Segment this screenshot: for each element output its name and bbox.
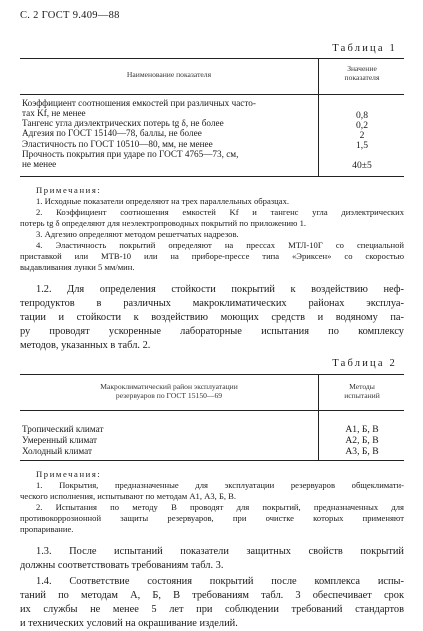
para-1-3-line2: должны соответствовать требованиям табл. 3. bbox=[20, 560, 224, 571]
notes2-item1-l1: 1. Покрытия, предназначенные для эксплуатации резервуаров общеклимати- bbox=[36, 480, 404, 490]
table2-methods-header-line2: испытаний bbox=[344, 391, 380, 400]
page-header: С. 2 ГОСТ 9.409—88 bbox=[20, 10, 120, 21]
notes2-item1-l2: ческого исполнения, испытывают по методам А1, А3, Б, В. bbox=[20, 491, 237, 501]
table1-row4-name: Эластичность по ГОСТ 10510—80, мм, не менее bbox=[22, 139, 213, 149]
para-1-3-line1: 1.3. После испытаний показатели защитных свойств покрытий bbox=[36, 546, 404, 557]
para-1-2-line5: методов, указанных в табл. 2. bbox=[20, 340, 151, 351]
para-1-2-line1: 1.2. Для определения стойкости покрытий к воздействию неф- bbox=[36, 284, 404, 295]
table1-row5-name-l2: не менее bbox=[22, 159, 57, 169]
table2-caption: Таблица 2 bbox=[332, 358, 397, 369]
para-1-2-line3: тации и стойкости к воздействию моющих средств и водяному па- bbox=[20, 312, 404, 323]
para-1-2-line2: тепродуктов в различных макроклиматических районах эксплуа- bbox=[20, 298, 404, 309]
para-1-4-line3: их службы не менее 5 лет при соблюдении требований стандартов bbox=[20, 604, 404, 615]
table1-bottom-rule bbox=[20, 176, 404, 177]
table1-row3-value: 2 bbox=[359, 130, 365, 141]
notes1-item1: 1. Исходные показатели определяют на трех параллельных образцах. bbox=[36, 196, 290, 206]
table2-row1-methods: А1, Б, В bbox=[345, 424, 379, 435]
table1-row4-value: 1,5 bbox=[356, 140, 368, 151]
notes1-item2-l2: потерь tg δ определяют для неэлектропроводных покрытий по приложению 1. bbox=[20, 218, 307, 228]
table1-value-header-line1: Значение bbox=[347, 64, 377, 73]
notes1-item4-l1: 4. Эластичность покрытий определяют на прессах МТЛ-10Г со специальной bbox=[36, 240, 404, 250]
table2-row3-region: Холодный климат bbox=[22, 446, 92, 456]
table1-top-rule bbox=[20, 58, 404, 59]
table2-region-header-line2: резервуаров по ГОСТ 15150—69 bbox=[115, 391, 223, 400]
table1-row2-name: Тангенс угла диэлектрических потерь tg δ, не более bbox=[22, 118, 224, 128]
notes1-item4-l2: приставкой или МТВ-10 или на приборе-прессе типа «Эриксен» со скоростью bbox=[20, 251, 404, 261]
para-1-4-line2: таний по методам А, Б, В требованиям табл. 3 обеспечивает срок bbox=[20, 590, 404, 601]
notes1-item3: 3. Адгезию определяют методом решетчатых надрезов. bbox=[36, 229, 239, 239]
para-1-4-line1: 1.4. Соответствие состояния покрытий после комплекса испы- bbox=[36, 576, 404, 587]
para-1-4-line4: и технических условий на окрашивание изделий. bbox=[20, 618, 238, 629]
table2-row1-region: Тропический климат bbox=[22, 424, 104, 434]
table1-row2-value: 0,2 bbox=[356, 120, 368, 131]
notes2-item2-l2: противокоррозионной защиты резервуаров, при очистке которых применяют bbox=[20, 513, 404, 523]
table2-region-header-line1: Макроклиматический район эксплуатации bbox=[100, 382, 238, 391]
table2-bottom-rule bbox=[20, 460, 404, 461]
table1-caption: Таблица 1 bbox=[332, 43, 397, 54]
table2-row2-region: Умеренный климат bbox=[22, 435, 98, 445]
table1-row5-value: 40±5 bbox=[352, 160, 372, 171]
table1-row1-name-l1: Коэффициент соотношения емкостей при различных часто- bbox=[22, 98, 256, 108]
table2-header-rule bbox=[20, 410, 404, 411]
table2-body-divider bbox=[318, 410, 319, 460]
notes1-item2-l1: 2. Коэффициент соотношения емкостей Kf и тангенс угла диэлектрических bbox=[36, 207, 404, 217]
table1-row1-value: 0,8 bbox=[356, 110, 368, 121]
table2-row3-methods: А3, Б, В bbox=[345, 446, 379, 457]
table1-column-divider bbox=[318, 58, 319, 94]
table2-row2-methods: А2, Б, В bbox=[345, 435, 379, 446]
notes1-title: Примечания: bbox=[36, 185, 102, 195]
table1-body-divider bbox=[318, 94, 319, 176]
para-1-2-line4: ру проводят ускоренные лабораторные испытания по комплексу bbox=[20, 326, 404, 337]
table1-row3-name: Адгезия по ГОСТ 15140—78, баллы, не более bbox=[22, 128, 202, 138]
table1-header-rule bbox=[20, 94, 404, 95]
notes2-item2-l3: пропаривание. bbox=[20, 524, 74, 534]
table1-row5-name-l1: Прочность покрытия при ударе по ГОСТ 4765—73, см, bbox=[22, 149, 239, 159]
table1-row1-name-l2: тах Kf, не менее bbox=[22, 108, 86, 118]
table2-methods-header-line1: Методы bbox=[349, 382, 375, 391]
table2-top-rule bbox=[20, 374, 404, 375]
notes1-item4-l3: выдавливания лунки 5 мм/мин. bbox=[20, 262, 135, 272]
table1-name-header: Наименование показателя bbox=[126, 70, 212, 79]
notes2-item2-l1: 2. Испытания по методу В проводят для покрытий, предназначенных для bbox=[36, 502, 404, 512]
table1-value-header-line2: показателя bbox=[344, 73, 380, 82]
table2-column-divider bbox=[318, 374, 319, 410]
notes2-title: Примечания: bbox=[36, 469, 102, 479]
